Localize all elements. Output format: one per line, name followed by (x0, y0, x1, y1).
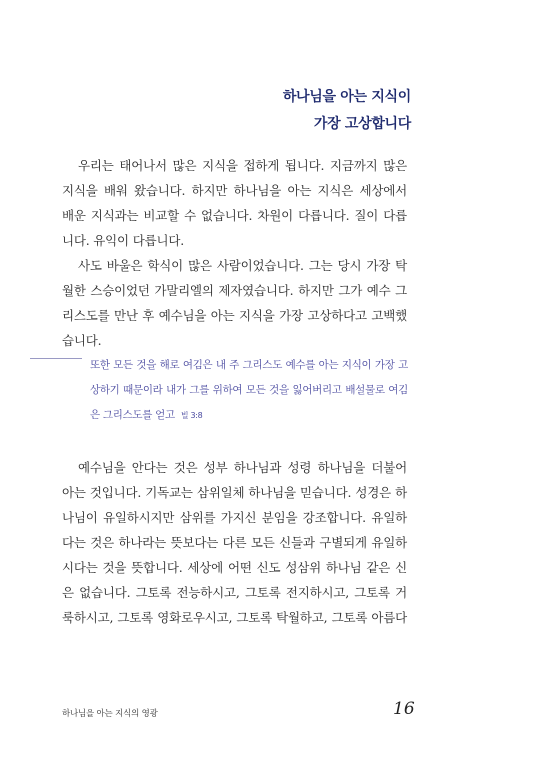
body-line: 사도 바울은 학식이 많은 사람이었습니다. 그는 당시 가장 탁 (78, 258, 407, 273)
body-line: 리스도를 만난 후 예수님을 아는 지식을 가장 고상하다고 고백했 (62, 308, 407, 323)
chapter-title-line-1: 하나님을 아는 지식이 (282, 89, 411, 105)
body-line: 습니다. (62, 333, 102, 348)
body-line: 시다는 것을 뜻합니다. 세상에 어떤 신도 성삼위 하나님 같은 신 (62, 560, 407, 575)
body-line: 룩하시고, 그토록 영화로우시고, 그토록 탁월하고, 그토록 아름다 (62, 610, 407, 625)
quote-text: 은 그리스도를 얻고 (90, 409, 175, 421)
body-line: 배운 지식과는 비교할 수 없습니다. 차원이 다릅니다. 질이 다릅 (62, 208, 407, 223)
quote-line: 또한 모든 것을 해로 여김은 내 주 그리스도 예수를 아는 지식이 가장 고 (90, 359, 408, 371)
footer-book-title: 하나님을 아는 지식의 영광 (62, 709, 158, 719)
quote-line: 상하기 때문이라 내가 그를 위하여 모든 것을 잃어버리고 배설물로 여김 (90, 384, 408, 396)
page-number: 16 (393, 699, 415, 719)
chapter-title-line-2: 가장 고상합니다 (313, 116, 411, 132)
body-line: 예수님을 안다는 것은 성부 하나님과 성령 하나님을 더불어 (78, 460, 407, 475)
quote-reference: 빌 3:8 (180, 411, 203, 420)
body-line: 니다. 유익이 다릅니다. (62, 233, 184, 248)
body-line: 월한 스승이었던 가말리엘의 제자였습니다. 하지만 그가 예수 그 (62, 283, 407, 298)
quote-divider-rule (30, 358, 82, 359)
body-line: 나님이 유일하시지만 삼위를 가지신 분임을 강조합니다. 유일하 (62, 510, 407, 525)
body-line: 지식을 배워 왔습니다. 하지만 하나님을 아는 지식은 세상에서 (62, 183, 407, 198)
quote-line (90, 408, 408, 423)
body-line: 우리는 태어나서 많은 지식을 접하게 됩니다. 지금까지 많은 (78, 158, 407, 173)
body-line: 아는 것입니다. 기독교는 삼위일체 하나님을 믿습니다. 성경은 하 (62, 485, 407, 500)
body-line: 은 없습니다. 그토록 전능하시고, 그토록 전지하시고, 그토록 거 (62, 585, 407, 600)
body-line: 다는 것은 하나라는 뜻보다는 다른 모든 신들과 구별되게 유일하 (62, 535, 407, 550)
